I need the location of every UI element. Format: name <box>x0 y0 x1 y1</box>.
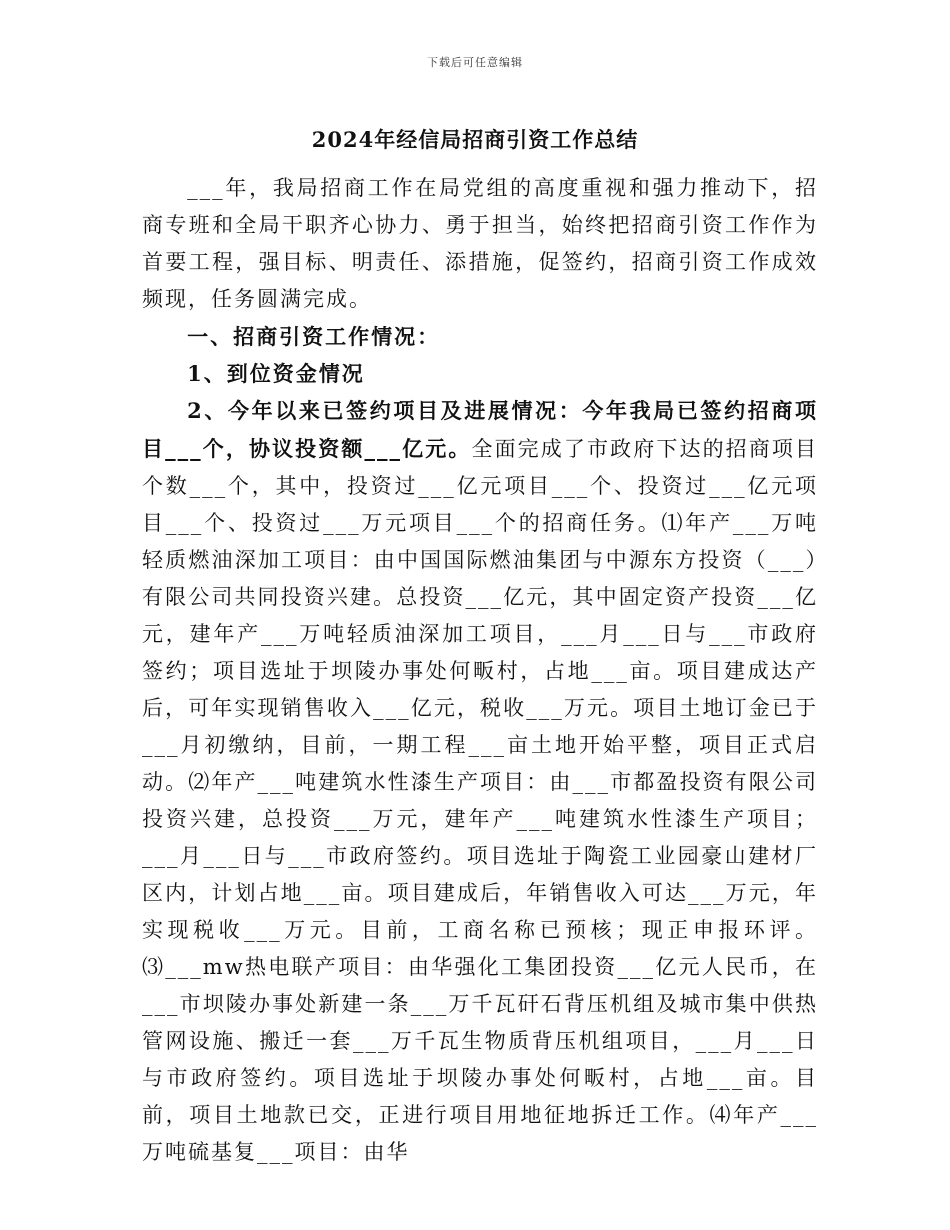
item-heading-1: 1、到位资金情况 <box>187 361 365 386</box>
header-note: 下载后可任意编辑 <box>427 56 523 69</box>
page-title: 2024年经信局招商引资工作总结 <box>311 127 639 152</box>
item-2-bold-lead: 2、今年以来已签约项目及进展情况：今年我局已签约招商项目___个，协议投资额___亿元。 <box>142 398 818 461</box>
item-2-paragraph <box>142 392 818 1171</box>
document-body <box>142 170 818 1171</box>
section-heading-1: 一、招商引资工作情况： <box>187 324 441 349</box>
intro-paragraph: ___年，我局招商工作在局党组的高度重视和强力推动下，招商专班和全局干职齐心协力、勇于担当，始终把招商引资工作作为首要工程，强目标、明责任、添措施，促签约，招商引资工作成效频现，任务圆满完成。 <box>142 176 818 311</box>
item-2-rest: 全面完成了市政府下达的招商项目个数___个，其中，投资过___亿元项目___个、投资过___亿元项目___个、投资过___万元项目___个的招商任务。⑴年产___万吨轻质燃油深加工项目：由中国国际燃油集团与中源东方投资（___）有限公司共同投资兴建。总投资___亿元，其中固定资产投资___亿元，建年产___万吨轻质油深加工项目，___月___日与___市政府签约；项目选址于坝陵办事处何畈村，占地___亩。项目建成达产后，可年实现销售收入___亿元，税收___万元。项目土地订金已于___月初缴纳，目前，一期工程___亩土地开始平整，项目正式启动。⑵年产___吨建筑水性漆生产项目：由___市都盈投资有限公司投资兴建，总投资___万元，建年产___吨建筑水性漆生产项目；___月___日与___市政府签约。项目选址于陶瓷工业园豪山建材厂区内，计划占地___亩。项目建成后，年销售收入可达___万元，年实现税收___万元。目前，工商名称已预核；现正申报环评。⑶___mw热电联产项目：由华强化工集团投资___亿元人民币，在___市坝陵办事处新建一条___万千瓦矸石背压机组及城市集中供热管网设施、搬迁一套___万千瓦生物质背压机组项目，___月___日与市政府签约。项目选址于坝陵办事处何畈村，占地___亩。目前，项目土地款已交，正进行项目用地征地拆迁工作。⑷年产___万吨硫基复___项目：由华 <box>142 437 819 1164</box>
